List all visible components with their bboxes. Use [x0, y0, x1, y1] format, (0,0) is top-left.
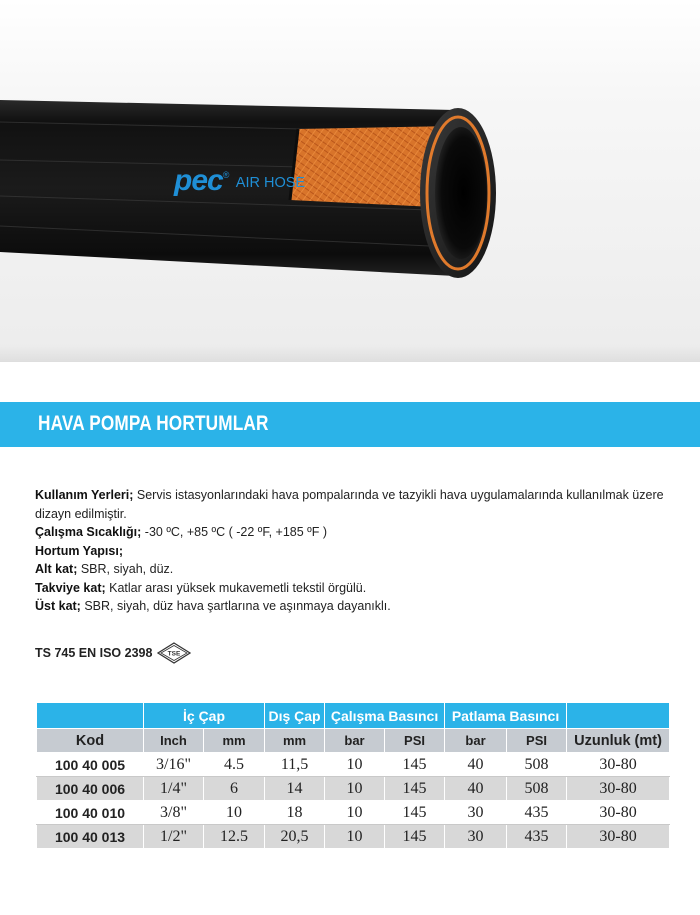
cell-inch: 3/16" [144, 753, 204, 777]
inner-layer-text: SBR, siyah, düz. [77, 562, 174, 576]
header-id-mm: mm [204, 729, 265, 753]
cell-length: 30-80 [567, 777, 670, 801]
header-wp-bar: bar [325, 729, 385, 753]
usage-line [35, 486, 675, 523]
header-outer-diameter: Dış Çap [265, 703, 325, 729]
table-row [37, 825, 670, 849]
header-wp-psi: PSI [385, 729, 445, 753]
cell-code: 100 40 010 [37, 801, 144, 825]
reinforcement-text: Katlar arası yüksek mukavemetli tekstil örgülü. [105, 580, 367, 595]
cell-wp-bar: 10 [325, 777, 385, 801]
cell-wp-bar: 10 [325, 801, 385, 825]
reinforcement-label: Takviye kat; [35, 580, 106, 595]
cell-od-mm: 20,5 [265, 825, 325, 849]
tse-logo-text: TSE [167, 650, 181, 658]
brand-label [174, 164, 305, 198]
header-working-pressure: Çalışma Basıncı [325, 703, 445, 729]
description [35, 486, 675, 616]
cell-code: 100 40 006 [37, 777, 144, 801]
cell-id-mm: 10 [204, 801, 265, 825]
cell-wp-psi: 145 [385, 801, 445, 825]
cell-id-mm: 12.5 [204, 825, 265, 849]
usage-text: Servis istasyonlarındaki hava pompalarında ve tazyikli hava uygulamalarında kullanılmak üzere dizayn edilmiştir. [35, 488, 664, 521]
cell-bp-psi: 508 [507, 777, 567, 801]
cell-code: 100 40 005 [37, 753, 144, 777]
spec-table [36, 702, 670, 849]
temperature-text: -30 ºC, +85 ºC ( -22 ºF, +185 ºF ) [141, 525, 328, 539]
brand-logo: pec [174, 164, 223, 197]
outer-layer-text: SBR, siyah, düz hava şartlarına ve aşınmaya dayanıklı. [80, 599, 391, 613]
header-code: Kod [37, 729, 144, 753]
registered-mark: ® [222, 170, 230, 180]
cell-length: 30-80 [567, 825, 670, 849]
header-burst-pressure: Patlama Basıncı [445, 703, 567, 729]
product-label: AIR HOSE [235, 175, 306, 191]
header-inner-diameter: İç Çap [144, 703, 265, 729]
cell-od-mm: 14 [265, 777, 325, 801]
hose-illustration [0, 0, 700, 362]
group-header-row [37, 703, 670, 729]
page-title: HAVA POMPA HORTUMLAR [38, 412, 269, 435]
cell-inch: 3/8" [144, 801, 204, 825]
cell-code: 100 40 013 [37, 825, 144, 849]
cell-id-mm: 4.5 [204, 753, 265, 777]
cell-bp-bar: 30 [445, 825, 507, 849]
cell-bp-psi: 435 [507, 825, 567, 849]
standard-code: TS 745 EN ISO 2398 [35, 646, 153, 660]
cell-wp-bar: 10 [325, 825, 385, 849]
header-bp-bar: bar [445, 729, 507, 753]
title-banner [0, 402, 700, 447]
cell-wp-psi: 145 [385, 753, 445, 777]
hero-bottom-shade [0, 345, 700, 362]
structure-line [35, 542, 675, 561]
cell-bp-psi: 435 [507, 801, 567, 825]
temperature-label: Çalışma Sıcaklığı; [35, 525, 142, 539]
header-length: Uzunluk (mt) [567, 729, 670, 753]
structure-label: Hortum Yapısı; [35, 543, 123, 558]
cell-bp-bar: 40 [445, 777, 507, 801]
header-inch: Inch [144, 729, 204, 753]
cell-od-mm: 11,5 [265, 753, 325, 777]
sub-header-row [37, 729, 670, 753]
cell-inch: 1/4" [144, 777, 204, 801]
reinforcement-line [35, 579, 675, 598]
inner-layer-label: Alt kat; [35, 562, 78, 576]
cell-length: 30-80 [567, 753, 670, 777]
cell-wp-psi: 145 [385, 825, 445, 849]
product-image [0, 0, 700, 362]
table-row [37, 753, 670, 777]
header-bp-psi: PSI [507, 729, 567, 753]
cell-inch: 1/2" [144, 825, 204, 849]
table-row [37, 777, 670, 801]
cell-bp-psi: 508 [507, 753, 567, 777]
outer-layer-line [35, 597, 675, 616]
header-od-mm: mm [265, 729, 325, 753]
header-blank-code [37, 703, 144, 729]
inner-layer-line [35, 560, 675, 579]
cell-bp-bar: 40 [445, 753, 507, 777]
tse-certification-icon [157, 642, 191, 664]
usage-label: Kullanım Yerleri; [35, 488, 134, 502]
cell-wp-psi: 145 [385, 777, 445, 801]
outer-layer-label: Üst kat; [35, 599, 81, 613]
header-blank-length [567, 703, 670, 729]
table-row [37, 801, 670, 825]
cell-bp-bar: 30 [445, 801, 507, 825]
cell-od-mm: 18 [265, 801, 325, 825]
temperature-line [35, 523, 675, 542]
cell-length: 30-80 [567, 801, 670, 825]
cell-wp-bar: 10 [325, 753, 385, 777]
cell-id-mm: 6 [204, 777, 265, 801]
